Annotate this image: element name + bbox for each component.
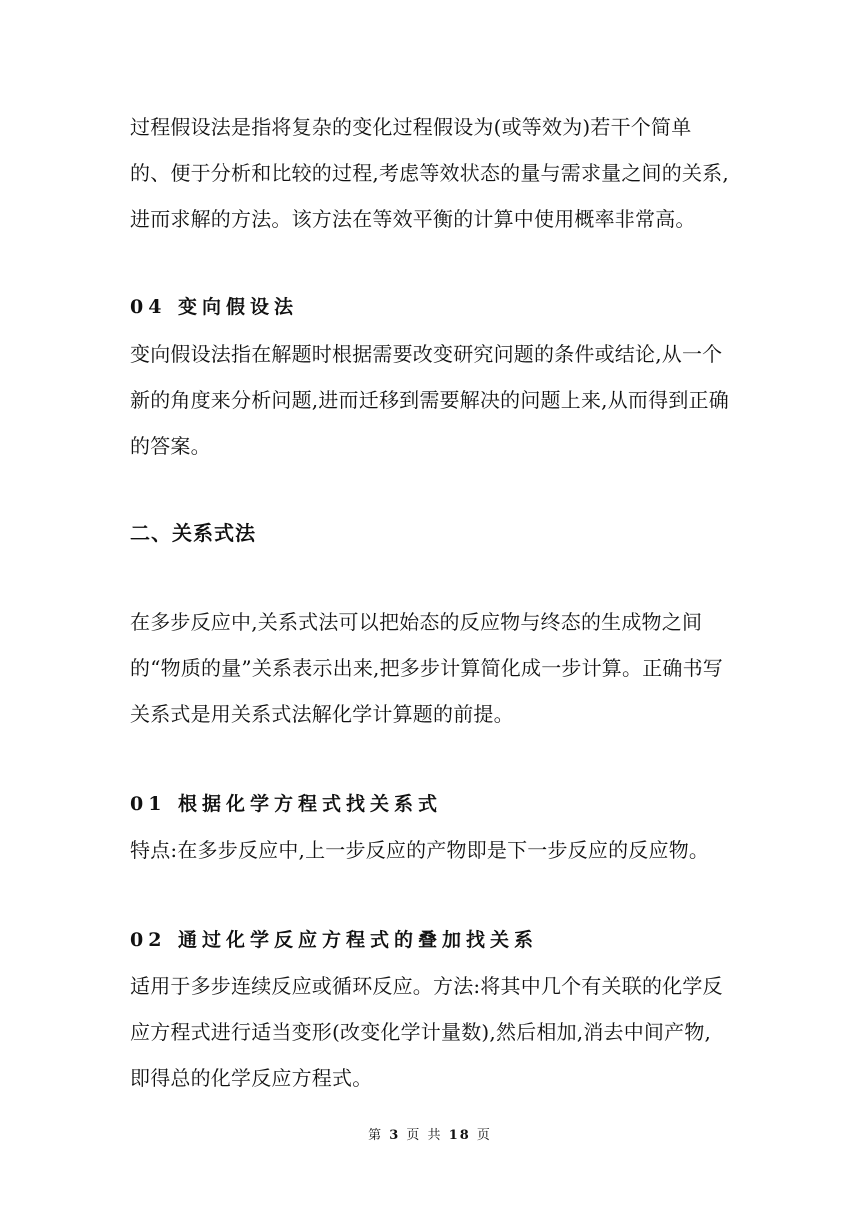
section-title-relation-method: 二、关系式法: [130, 521, 256, 545]
total-page-number: 18: [448, 1128, 471, 1143]
page-number-footer: [0, 1126, 860, 1146]
heading-01-equation-relation: 01 根据化学方程式找关系式: [130, 793, 443, 815]
paragraph-variable-assumption: 变向假设法指在解题时根据需要改变研究问题的条件或结论,从一个新的角度来分析问题,进而迁移到需要解决的问题上来,从而得到正确的答案。: [130, 342, 729, 458]
current-page-number: 3: [389, 1128, 401, 1143]
paragraph-relation-method: 在多步反应中,关系式法可以把始态的反应物与终态的生成物之间的“物质的量”关系表示出来,把多步计算简化成一步计算。正确书写关系式是用关系式法解化学计算题的前提。: [130, 610, 724, 726]
paragraph-superposition-method: 适用于多步连续反应或循环反应。方法:将其中几个有关联的化学反应方程式进行适当变形(改变化学计量数),然后相加,消去中间产物,即得总的化学反应方程式。: [130, 974, 723, 1090]
footer-prefix: 第: [368, 1128, 384, 1143]
paragraph-process-assumption: 过程假设法是指将复杂的变化过程假设为(或等效为)若干个简单的、便于分析和比较的过程,考虑等效状态的量与需求量之间的关系,进而求解的方法。该方法在等效平衡的计算中使用概率非常高。: [130, 115, 729, 231]
heading-04-variable-assumption: 04 变向假设法: [130, 296, 299, 318]
footer-suffix: 页: [476, 1128, 492, 1143]
footer-mid: 页 共: [406, 1128, 443, 1143]
heading-02-equation-superposition: 02 通过化学反应方程式的叠加找关系: [130, 929, 539, 951]
paragraph-equation-feature: 特点:在多步反应中,上一步反应的产物即是下一步反应的反应物。: [130, 838, 710, 862]
